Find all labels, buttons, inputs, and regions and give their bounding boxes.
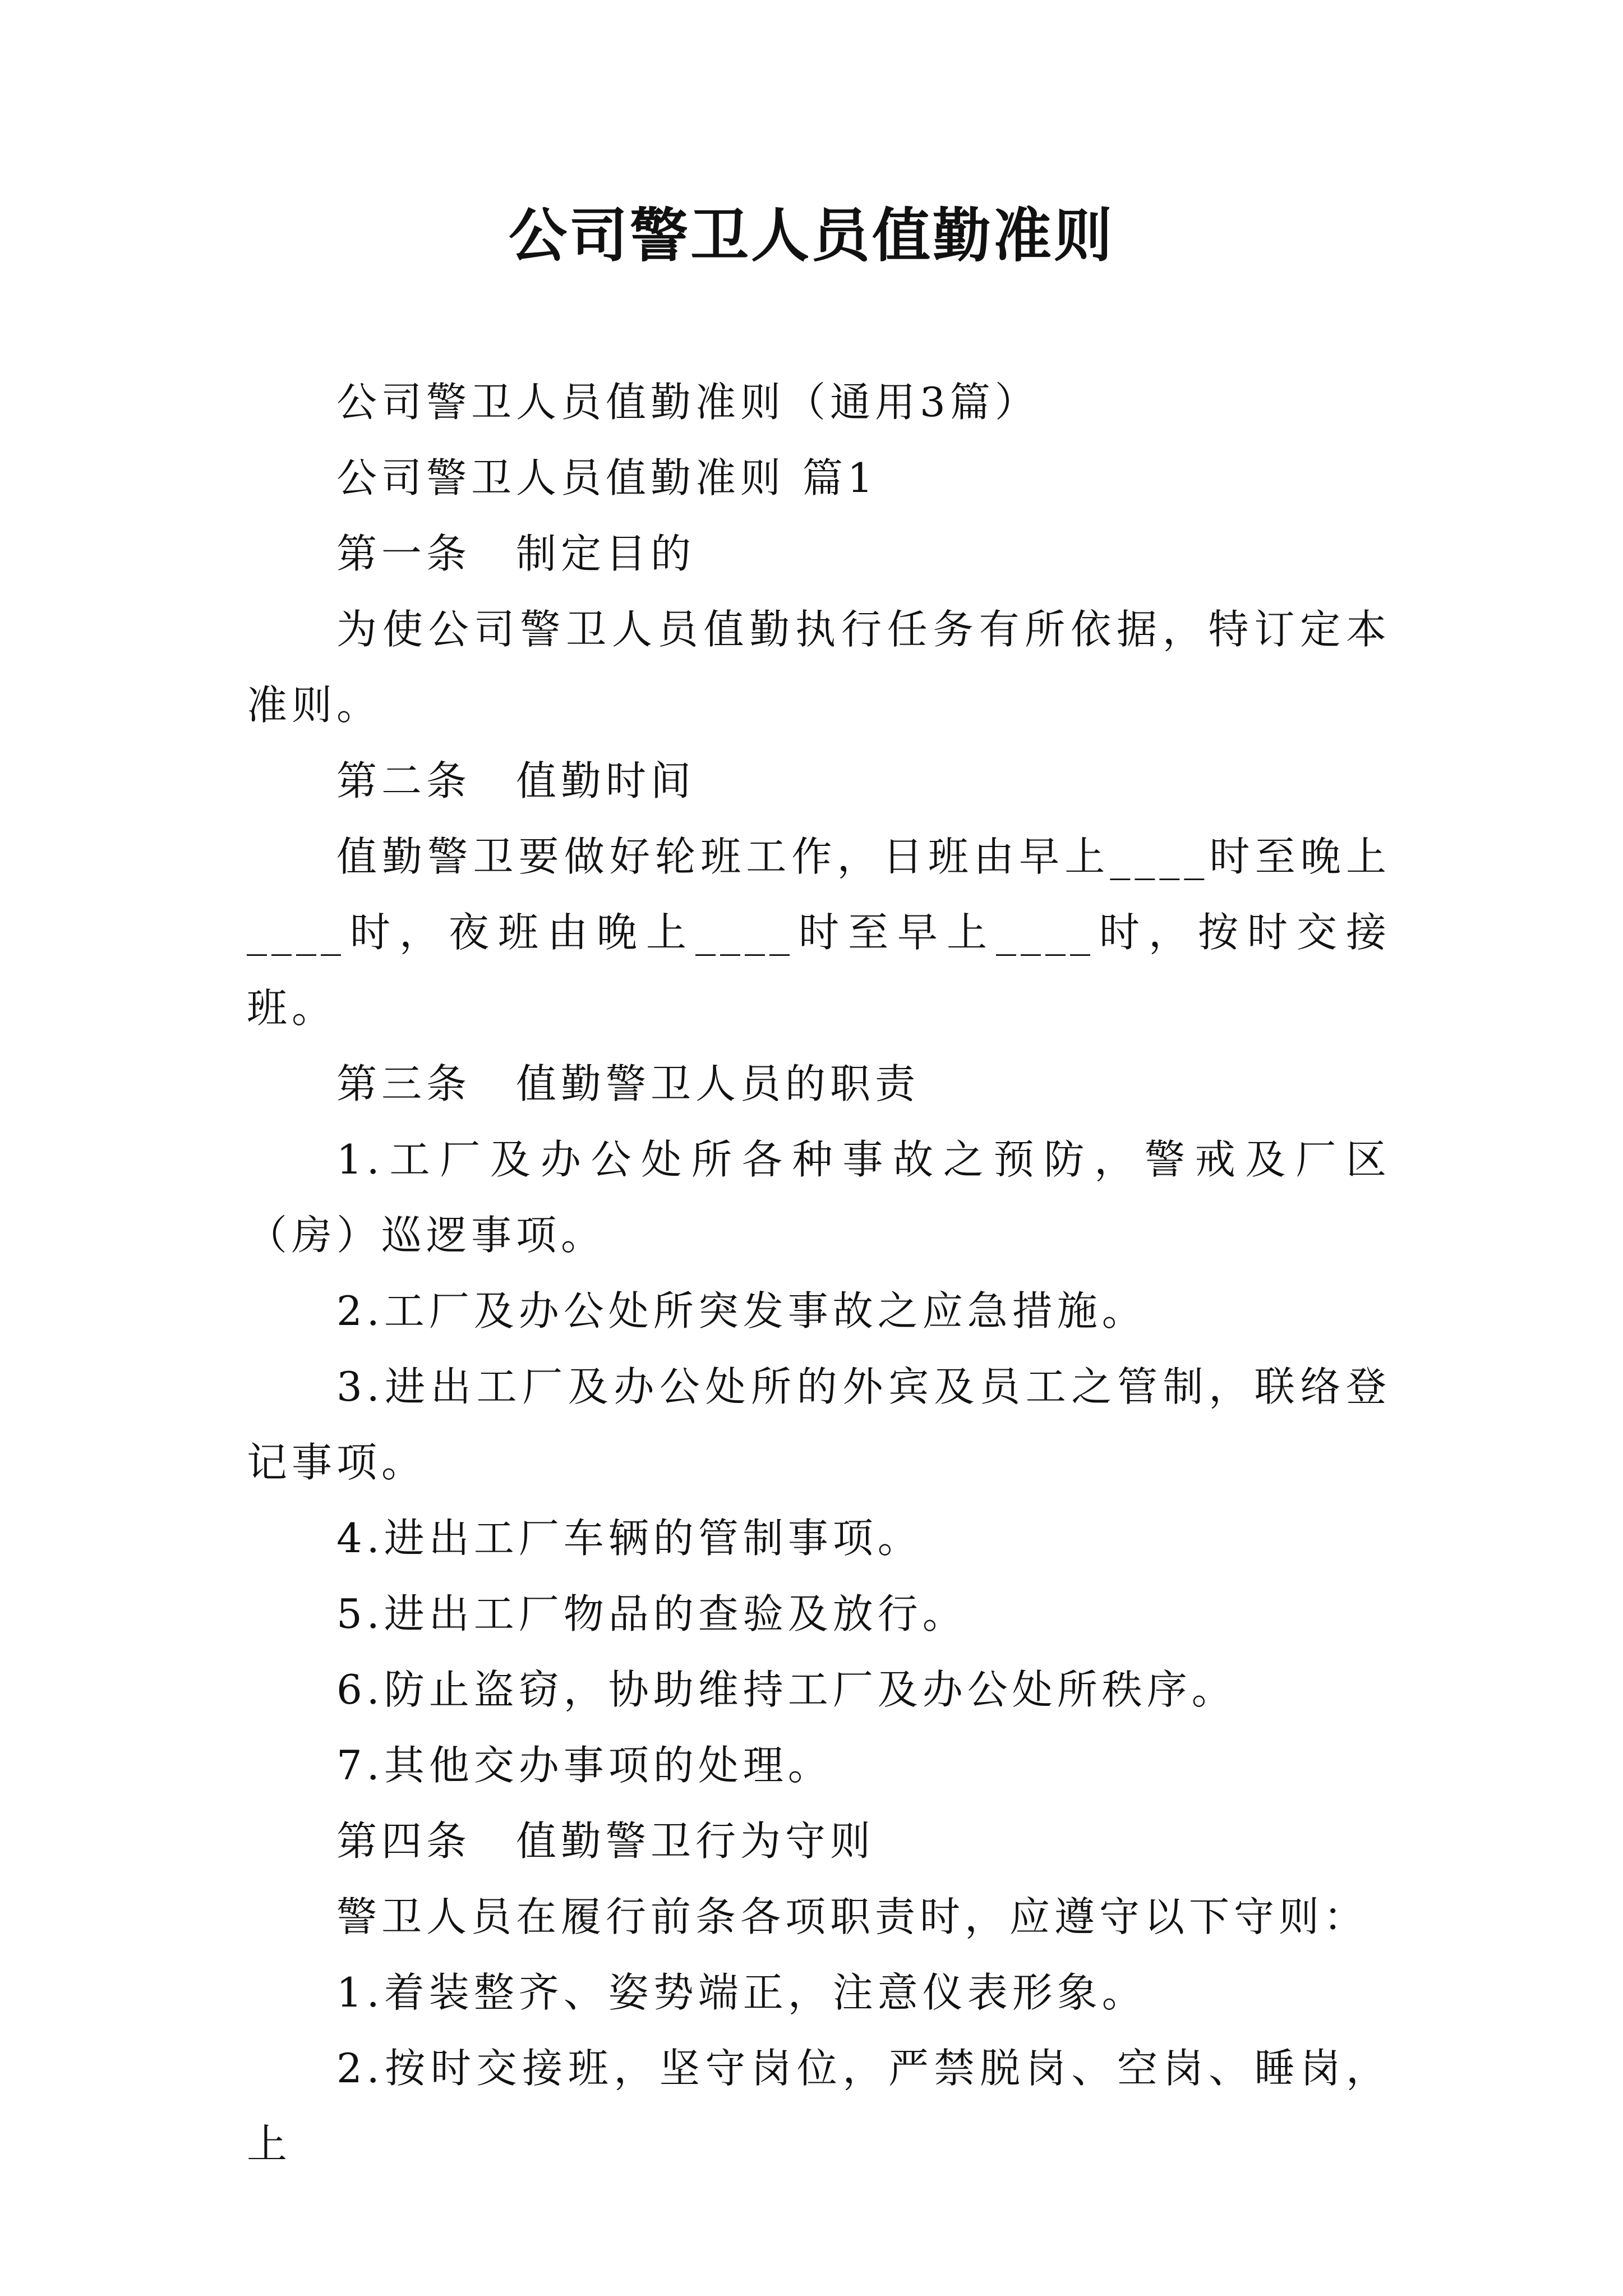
article-3-item-1: 1.工厂及办公处所各种事故之预防，警戒及厂区（房）巡逻事项。 — [247, 1136, 1391, 1259]
document-title: 公司警卫人员值勤准则 — [508, 201, 1114, 270]
article-4-heading: 第四条 值勤警卫行为守则 — [336, 1818, 875, 1865]
paragraph-part-1-heading: 公司警卫人员值勤准则 篇1 — [336, 454, 878, 501]
article-3-item-7: 7.其他交办事项的处理。 — [336, 1742, 833, 1789]
document-body — [247, 365, 1391, 2182]
article-3-item-6: 6.防止盗窃，协助维持工厂及办公处所秩序。 — [336, 1666, 1237, 1713]
article-3-item-3: 3.进出工厂及办公处所的外宾及员工之管制，联络登记事项。 — [247, 1363, 1391, 1486]
article-3-item-5: 5.进出工厂物品的查验及放行。 — [336, 1590, 967, 1637]
article-4-intro: 警卫人员在履行前条各项职责时，应遵守以下守则： — [336, 1893, 1369, 1940]
article-3-item-4: 4.进出工厂车辆的管制事项。 — [336, 1515, 923, 1562]
article-4-item-1: 1.着装整齐、姿势端正，注意仪表形象。 — [336, 1969, 1147, 2016]
paragraph-heading-general: 公司警卫人员值勤准则（通用3篇） — [336, 379, 1040, 426]
article-3-heading: 第三条 值勤警卫人员的职责 — [336, 1060, 920, 1107]
article-1-heading: 第一条 制定目的 — [336, 530, 696, 577]
article-2-text: 值勤警卫要做好轮班工作，日班由早上____时至晚上____时，夜班由晚上____时至早上____时，按时交接班。 — [247, 833, 1391, 1032]
article-1-text: 为使公司警卫人员值勤执行任务有所依据，特订定本准则。 — [247, 606, 1391, 729]
article-4-item-2: 2.按时交接班，坚守岗位，严禁脱岗、空岗、睡岗，上 — [247, 2045, 1391, 2168]
article-2-heading: 第二条 值勤时间 — [336, 757, 696, 804]
article-3-item-2: 2.工厂及办公处所突发事故之应急措施。 — [336, 1287, 1147, 1335]
